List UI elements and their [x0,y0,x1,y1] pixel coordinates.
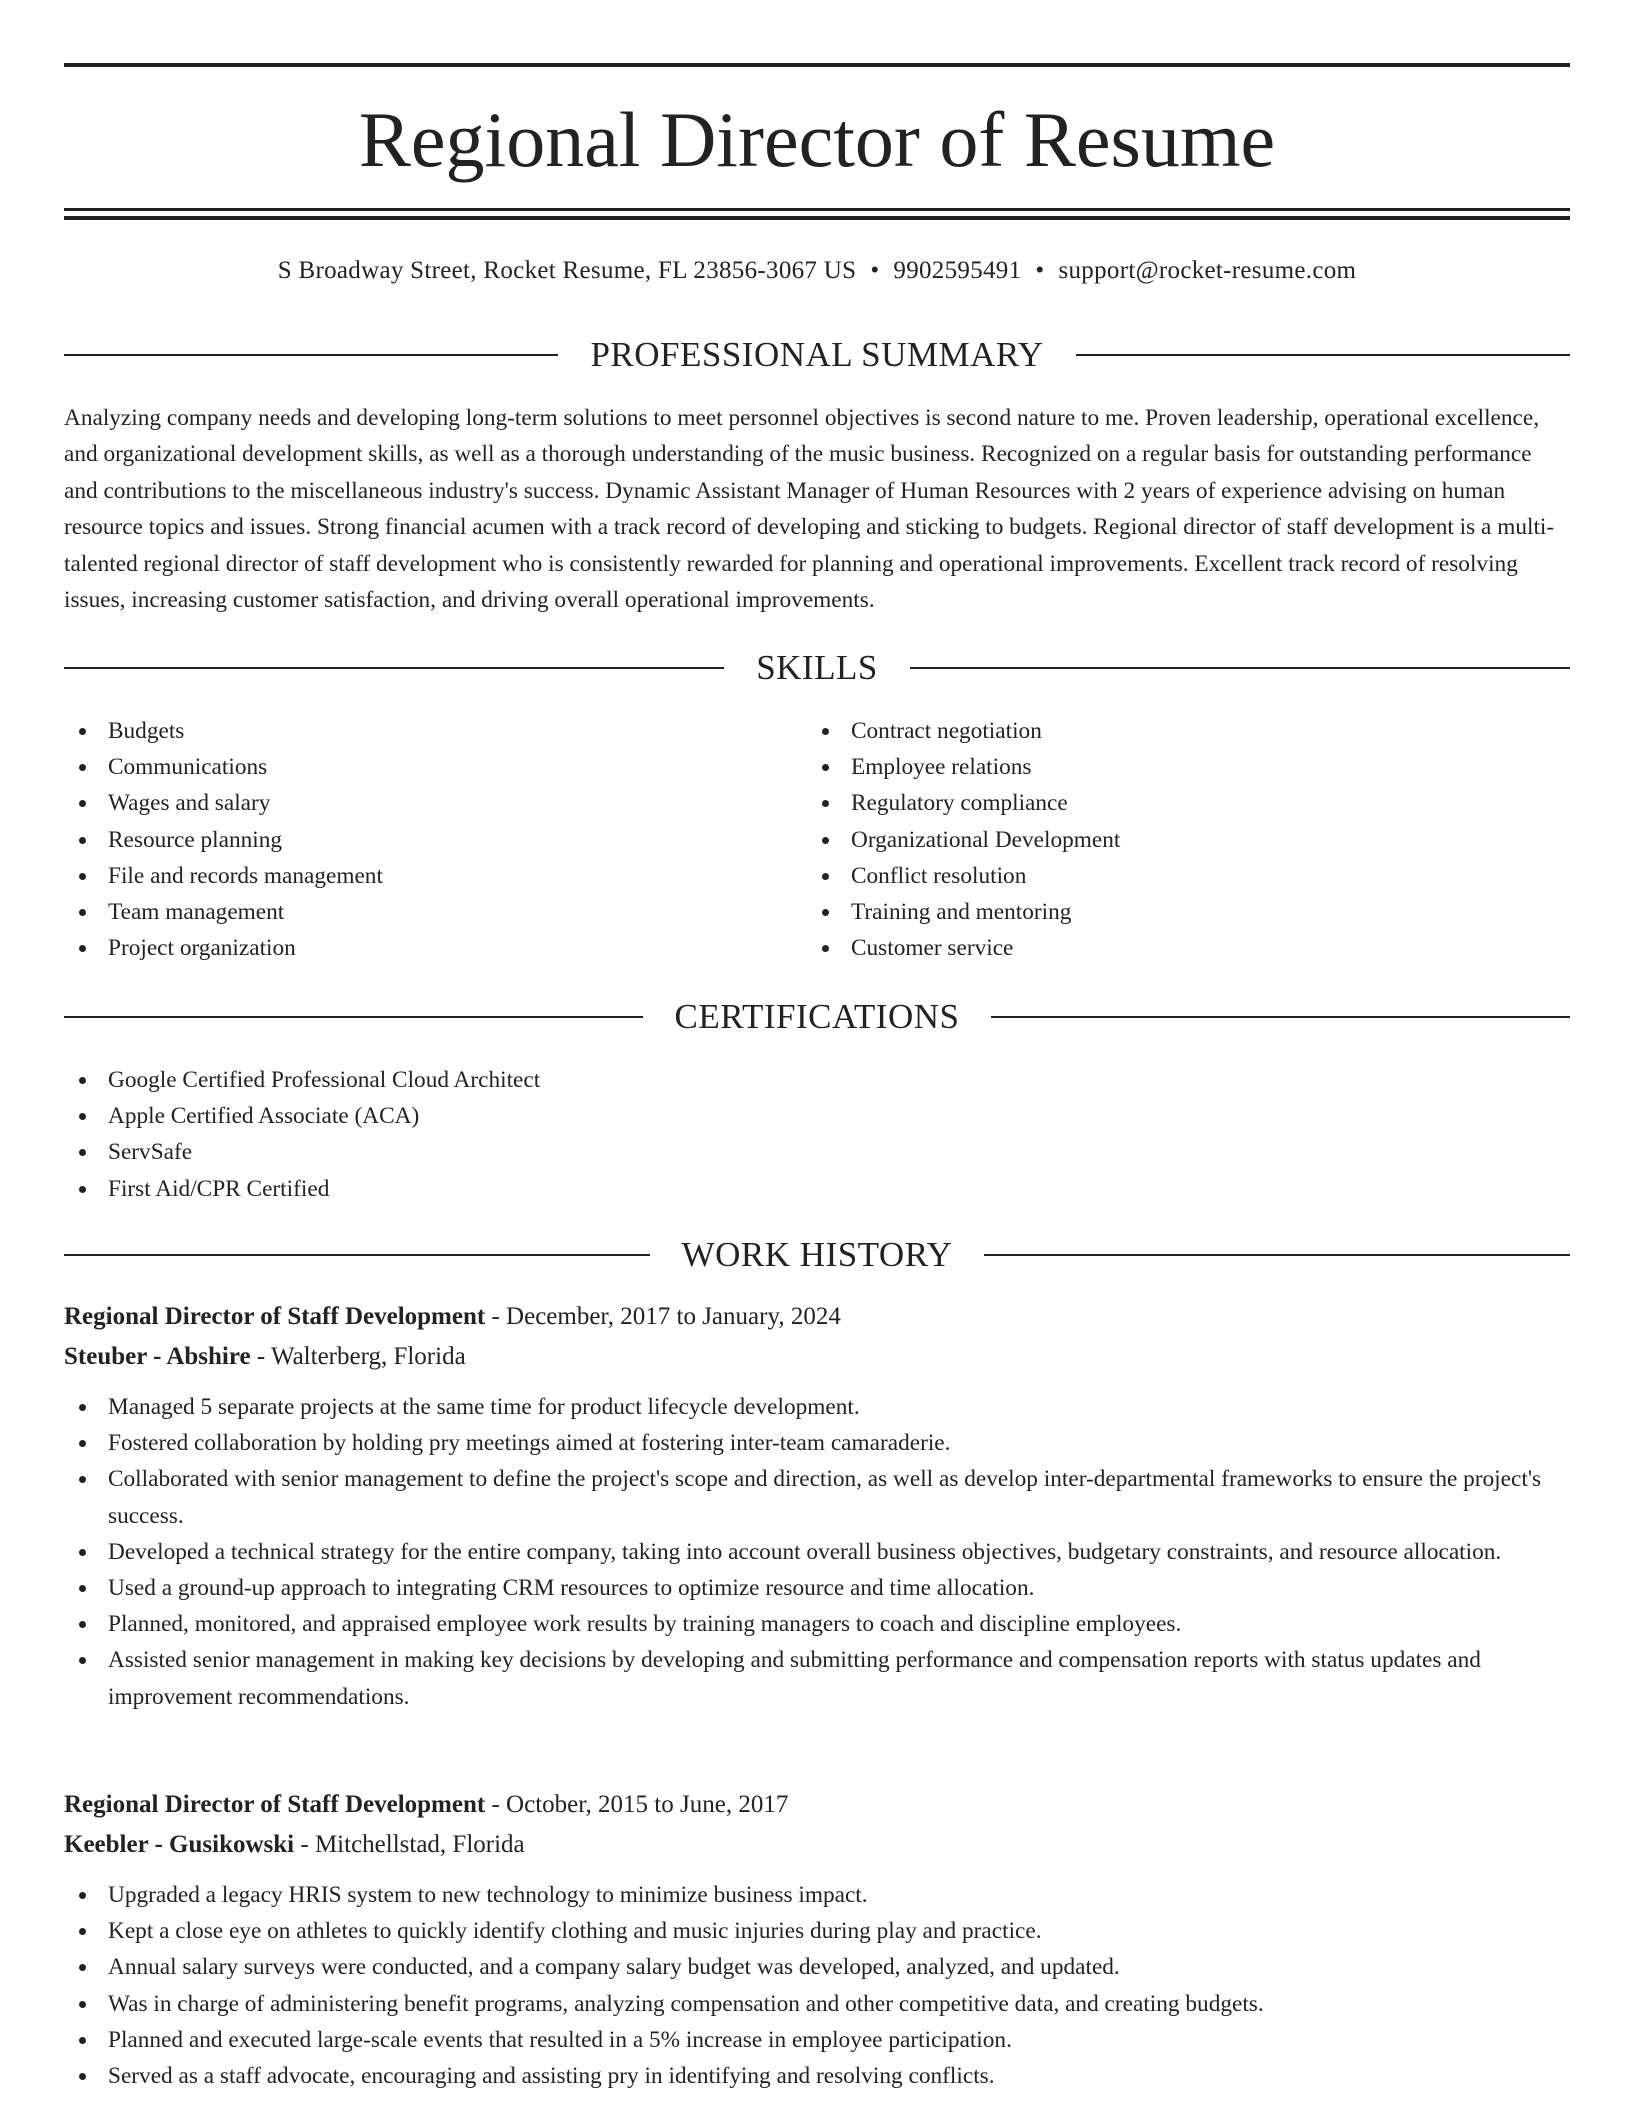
job-bullet: Planned and executed large-scale events that resulted in a 5% increase in employee participation. [64,2022,1570,2058]
summary-text: Analyzing company needs and developing long-term solutions to meet personnel objectives is second nature to me. Proven leadership, operational excellence, and organizational development skills, as well as a thorough understanding of the music business. Recognized on a regular basis for outstanding performance and contributions to the miscellaneous industry's success. Dynamic Assistant Manager of Human Resources with 2 years of experience advising on human resource topics and issues. Strong financial acumen with a track record of developing and sticking to budgets. Regional director of staff development is a multi-talented regional director of staff development who is consistently rewarded for planning and operational improvements. Excellent track record of resolving issues, increasing customer satisfaction, and driving overall operational improvements. [64,405,1555,614]
job-location: - Mitchellstad, Florida [294,1831,525,1858]
job-dates: - October, 2015 to June, 2017 [485,1791,789,1818]
job-bullet: Kept a close eye on athletes to quickly identify clothing and music injuries during play and practice. [64,1913,1570,1949]
job-entry [64,1785,1570,2094]
job-bullet: Managed 5 separate projects at the same time for product lifecycle development. [64,1389,1570,1425]
job-bullet: Developed a technical strategy for the entire company, taking into account overall business objectives, budgetary constraints, and resource allocation. [64,1534,1570,1570]
skill-item: File and records management [64,858,804,894]
skills-section-heading [64,646,1570,690]
skill-item: Training and mentoring [807,894,1567,930]
skill-item: Organizational Development [807,822,1567,858]
job-dates: - December, 2017 to January, 2024 [485,1303,841,1330]
job-bullet: Assisted senior management in making key decisions by developing and submitting performance and compensation reports with status updates and improvement recommendations. [64,1642,1570,1714]
job-title-line [64,1297,1570,1337]
job-title: Regional Director of Staff Development [64,1791,486,1818]
job-entry [64,1297,1570,1715]
work-history-heading: WORK HISTORY [681,1235,953,1274]
job-bullets [64,1389,1570,1715]
skills-list-left [64,713,804,966]
heading-rule [64,1254,650,1256]
skill-item: Employee relations [807,749,1567,785]
certification-item: ServSafe [64,1134,1570,1170]
summary-heading: PROFESSIONAL SUMMARY [590,335,1044,374]
job-bullet: Served as a staff advocate, encouraging and assisting pry in identifying and resolving conflicts. [64,2058,1570,2094]
title-rule-lower [64,216,1570,220]
work-history-section-heading [64,1233,1570,1277]
job-company: Keebler - Gusikowski [64,1831,295,1858]
certifications-heading: CERTIFICATIONS [674,997,960,1036]
job-title-line [64,1785,1570,1825]
heading-rule [910,667,1570,669]
skill-item: Customer service [807,930,1567,966]
summary-section-heading [64,333,1570,377]
job-bullet: Used a ground-up approach to integrating CRM resources to optimize resource and time allocation. [64,1570,1570,1606]
job-bullet: Annual salary surveys were conducted, and a company salary budget was developed, analyzed, and updated. [64,1949,1570,1985]
skills-heading: SKILLS [756,648,878,687]
job-bullet: Fostered collaboration by holding pry meetings aimed at fostering inter-team camaraderie. [64,1425,1570,1461]
job-bullet: Upgraded a legacy HRIS system to new technology to minimize business impact. [64,1877,1570,1913]
certification-item: Apple Certified Associate (ACA) [64,1098,1570,1134]
job-company: Steuber - Abshire [64,1343,251,1370]
top-rule [64,63,1570,67]
title-rule-upper [64,208,1570,211]
heading-rule [64,667,724,669]
certifications-section-heading [64,995,1570,1039]
job-bullet: Planned, monitored, and appraised employee work results by training managers to coach and discipline employees. [64,1606,1570,1642]
heading-rule [64,1016,643,1018]
heading-rule [64,354,558,356]
job-title: Regional Director of Staff Development [64,1303,486,1330]
certification-item: Google Certified Professional Cloud Architect [64,1062,1570,1098]
skill-item: Communications [64,749,804,785]
skill-item: Regulatory compliance [807,785,1567,821]
skill-item: Conflict resolution [807,858,1567,894]
heading-rule [1076,354,1570,356]
skill-item: Resource planning [64,822,804,858]
resume-title: Regional Director of Resume [358,96,1276,183]
contact-email: support@rocket-resume.com [1058,257,1357,284]
contact-separator: • [870,257,880,284]
skill-item: Budgets [64,713,804,749]
contact-phone: 9902595491 [893,257,1022,284]
skill-item: Wages and salary [64,785,804,821]
contact-separator: • [1035,257,1045,284]
job-location: - Walterberg, Florida [250,1343,466,1370]
contact-address: S Broadway Street, Rocket Resume, FL 23856-3067 US [277,257,857,284]
job-company-line [64,1337,1570,1377]
heading-rule [984,1254,1570,1256]
heading-rule [991,1016,1570,1018]
job-company-line [64,1825,1570,1865]
skill-item: Project organization [64,930,804,966]
contact-line [64,254,1570,288]
certification-item: First Aid/CPR Certified [64,1171,1570,1207]
skill-item: Team management [64,894,804,930]
job-bullet: Was in charge of administering benefit programs, analyzing compensation and other competitive data, and creating budgets. [64,1986,1570,2022]
certifications-list [64,1062,1570,1207]
skills-list-right [807,713,1567,966]
skill-item: Contract negotiation [807,713,1567,749]
job-bullets [64,1877,1570,2094]
job-bullet: Collaborated with senior management to define the project's scope and direction, as well as develop inter-departmental frameworks to ensure the project's success. [64,1461,1570,1533]
